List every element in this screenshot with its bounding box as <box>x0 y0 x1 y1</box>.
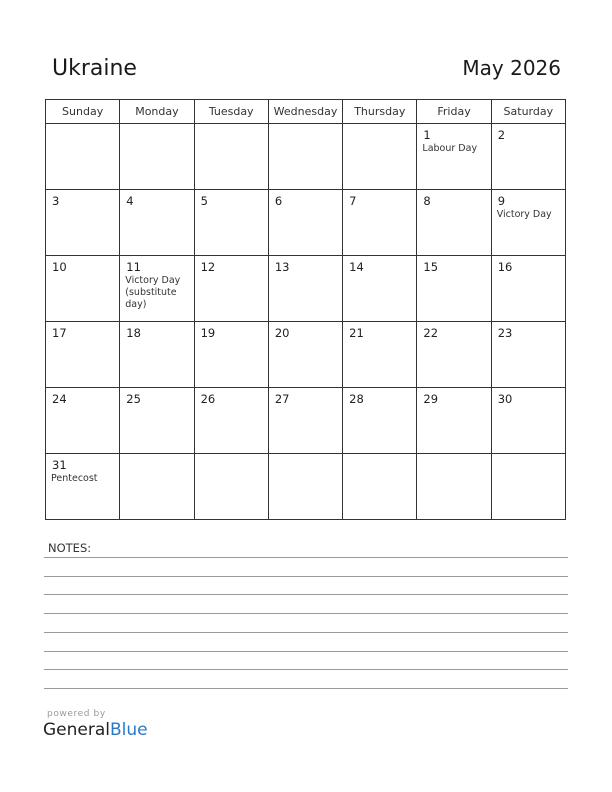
day-cell <box>194 256 268 322</box>
note-line <box>44 651 568 652</box>
day-cell <box>417 124 491 190</box>
holiday-label: Victory Day (substitute day) <box>125 275 181 310</box>
day-number: 23 <box>497 326 513 340</box>
day-cell <box>268 388 342 454</box>
note-line <box>44 632 568 633</box>
day-cell <box>120 256 194 322</box>
day-cell <box>343 124 417 190</box>
note-line <box>44 557 568 558</box>
day-cell <box>268 454 342 520</box>
day-cell <box>46 190 120 256</box>
day-number: 10 <box>52 260 67 274</box>
week-row <box>46 322 566 388</box>
brand-blue: Blue <box>110 720 148 740</box>
generalblue-logo <box>43 720 148 740</box>
weekday-header-row <box>46 100 566 124</box>
day-number: 18 <box>126 326 141 340</box>
day-number: 27 <box>274 392 290 406</box>
day-number: 6 <box>274 194 283 208</box>
day-cell <box>120 190 194 256</box>
day-number: 30 <box>497 392 513 406</box>
day-cell <box>491 190 565 256</box>
day-number: 7 <box>349 194 357 208</box>
weekday-monday: Monday <box>120 100 194 124</box>
day-cell <box>46 256 120 322</box>
day-cell <box>417 454 491 520</box>
day-cell <box>491 388 565 454</box>
day-cell <box>194 322 268 388</box>
day-cell <box>194 388 268 454</box>
week-row <box>46 124 566 190</box>
note-line <box>44 669 568 670</box>
day-number: 20 <box>274 326 290 340</box>
note-line <box>44 576 568 577</box>
day-cell <box>194 124 268 190</box>
weekday-sunday: Sunday <box>46 100 120 124</box>
note-line <box>44 594 568 595</box>
day-cell <box>417 322 491 388</box>
day-cell <box>120 322 194 388</box>
country-title: Ukraine <box>52 56 137 81</box>
brand-general: General <box>43 720 110 740</box>
day-number: 17 <box>52 326 67 340</box>
day-cell <box>46 388 120 454</box>
week-row <box>46 256 566 322</box>
day-cell <box>491 454 565 520</box>
powered-by-text: powered by <box>47 709 106 719</box>
day-cell <box>46 124 120 190</box>
day-cell <box>343 256 417 322</box>
note-line <box>44 688 568 689</box>
weekday-friday: Friday <box>417 100 491 124</box>
day-cell <box>46 322 120 388</box>
week-row <box>46 454 566 520</box>
weekday-saturday: Saturday <box>491 100 565 124</box>
day-cell <box>491 256 565 322</box>
day-number: 24 <box>52 392 67 406</box>
day-number: 16 <box>497 260 513 274</box>
day-number: 11 <box>126 260 141 274</box>
day-number: 2 <box>497 128 506 142</box>
week-row <box>46 190 566 256</box>
week-row <box>46 388 566 454</box>
day-number: 12 <box>200 260 216 274</box>
day-cell <box>417 388 491 454</box>
holiday-label: Labour Day <box>422 143 478 154</box>
day-cell <box>491 322 565 388</box>
day-number: 8 <box>423 194 431 208</box>
day-number: 21 <box>349 326 364 340</box>
day-number: 22 <box>423 326 439 340</box>
day-number: 4 <box>126 194 134 208</box>
day-cell <box>417 256 491 322</box>
weekday-tuesday: Tuesday <box>194 100 268 124</box>
day-number: 15 <box>423 260 439 274</box>
notes-label: NOTES: <box>48 541 92 555</box>
day-number: 28 <box>349 392 364 406</box>
day-cell <box>343 322 417 388</box>
holiday-label: Pentecost <box>51 473 98 484</box>
day-cell <box>194 454 268 520</box>
day-cell <box>46 454 120 520</box>
day-number: 13 <box>274 260 290 274</box>
note-line <box>44 613 568 614</box>
day-cell <box>343 454 417 520</box>
day-number: 31 <box>52 458 67 472</box>
day-cell <box>491 124 565 190</box>
day-number: 26 <box>200 392 216 406</box>
day-cell <box>120 454 194 520</box>
day-cell <box>194 190 268 256</box>
day-number: 14 <box>349 260 364 274</box>
day-cell <box>343 388 417 454</box>
day-cell <box>268 322 342 388</box>
weekday-thursday: Thursday <box>343 100 417 124</box>
month-year-title: May 2026 <box>462 56 561 80</box>
calendar-grid <box>45 99 566 520</box>
day-cell <box>268 190 342 256</box>
day-cell <box>268 256 342 322</box>
day-cell <box>120 388 194 454</box>
day-number: 1 <box>423 128 431 142</box>
day-cell <box>343 190 417 256</box>
weekday-wednesday: Wednesday <box>268 100 342 124</box>
day-cell <box>417 190 491 256</box>
day-number: 3 <box>52 194 60 208</box>
day-cell <box>120 124 194 190</box>
day-number: 19 <box>200 326 216 340</box>
day-number: 25 <box>126 392 141 406</box>
day-number: 9 <box>497 194 506 208</box>
day-number: 5 <box>200 194 208 208</box>
holiday-label: Victory Day <box>496 209 552 220</box>
day-number: 29 <box>423 392 439 406</box>
day-cell <box>268 124 342 190</box>
